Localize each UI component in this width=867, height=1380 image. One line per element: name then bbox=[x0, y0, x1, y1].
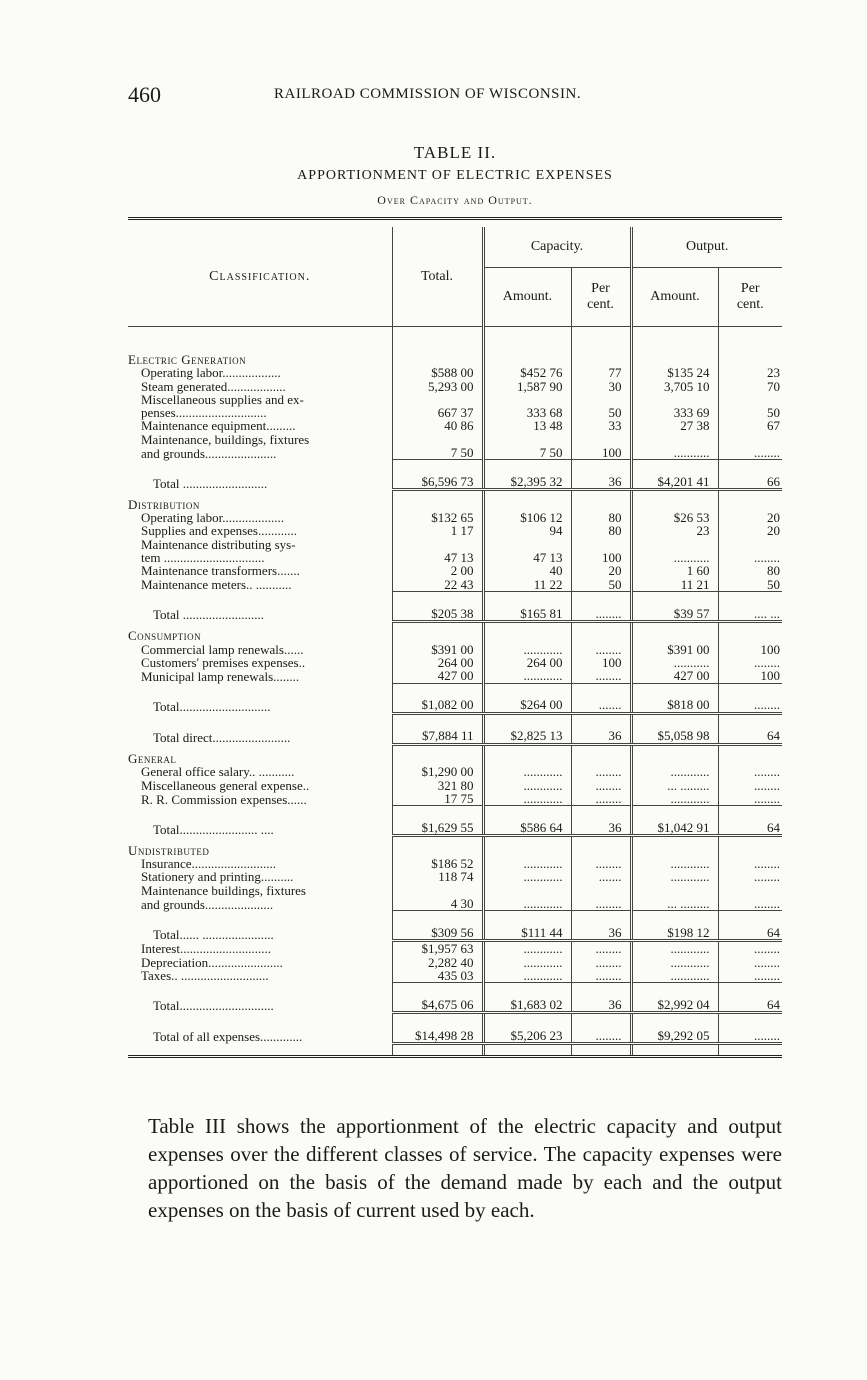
output-per-cent-cell: ........ bbox=[718, 765, 782, 778]
output-amount-cell bbox=[631, 345, 718, 366]
table-row bbox=[128, 656, 782, 669]
output-amount-cell: ........... bbox=[631, 446, 718, 460]
capacity-amount-cell: 94 bbox=[483, 524, 571, 537]
total-cell bbox=[392, 490, 483, 511]
section-heading-row bbox=[128, 621, 782, 642]
total-row bbox=[128, 591, 782, 621]
capacity-per-cent-cell: 77 bbox=[571, 366, 631, 379]
capacity-amount-cell: 13 48 bbox=[483, 419, 571, 432]
total-row bbox=[128, 806, 782, 836]
row-label: R. R. Commission expenses...... bbox=[141, 791, 307, 807]
capacity-per-cent-cell: ........ bbox=[571, 897, 631, 911]
output-per-cent-cell: ........ bbox=[718, 792, 782, 806]
output-amount-cell: ............ bbox=[631, 792, 718, 806]
table-row bbox=[128, 669, 782, 683]
section-label: Distribution bbox=[128, 496, 200, 512]
capacity-amount-cell: ............ bbox=[483, 969, 571, 983]
capacity-per-cent-cell: 20 bbox=[571, 564, 631, 577]
capacity-per-cent-cell: ........ bbox=[571, 669, 631, 683]
capacity-amount-cell bbox=[483, 538, 571, 551]
capacity-amount-cell bbox=[483, 433, 571, 446]
total-cell: 2,282 40 bbox=[392, 956, 483, 969]
output-amount-cell bbox=[631, 621, 718, 642]
output-per-cent-cell bbox=[718, 345, 782, 366]
capacity-per-cent-cell: 36 bbox=[571, 713, 631, 744]
output-per-cent-cell: 70 bbox=[718, 380, 782, 393]
table-row bbox=[128, 446, 782, 460]
output-amount-cell: 333 69 bbox=[631, 406, 718, 419]
table-row bbox=[128, 792, 782, 806]
capacity-amount-cell bbox=[483, 345, 571, 366]
row-label: penses............................ bbox=[141, 405, 267, 421]
capacity-amount-cell: $2,395 32 bbox=[483, 460, 571, 490]
output-per-cent-cell: ........ bbox=[718, 897, 782, 911]
output-per-cent-cell: ........ bbox=[718, 857, 782, 870]
table-row bbox=[128, 941, 782, 956]
page-number: 460 bbox=[128, 82, 161, 107]
output-per-cent-cell: 64 bbox=[718, 983, 782, 1013]
capacity-amount-cell: $452 76 bbox=[483, 366, 571, 379]
row-label: Insurance.......................... bbox=[141, 856, 277, 872]
row-label: Taxes.. ........................... bbox=[141, 968, 269, 984]
capacity-per-cent-cell: ........ bbox=[571, 765, 631, 778]
output-per-cent-cell: 64 bbox=[718, 806, 782, 836]
output-amount-cell: $4,201 41 bbox=[631, 460, 718, 490]
row-label: Maintenance, buildings, fixtures bbox=[141, 431, 310, 447]
output-amount-cell: ........... bbox=[631, 551, 718, 564]
capacity-per-cent-cell: 100 bbox=[571, 551, 631, 564]
output-amount-cell: ............ bbox=[631, 857, 718, 870]
output-amount-cell bbox=[631, 490, 718, 511]
output-per-cent-cell bbox=[718, 621, 782, 642]
total-cell: $588 00 bbox=[392, 366, 483, 379]
output-per-cent-cell bbox=[718, 884, 782, 897]
total-cell: $309 56 bbox=[392, 911, 483, 941]
output-per-cent-cell: ........ bbox=[718, 956, 782, 969]
section-heading-row bbox=[128, 345, 782, 366]
total-cell bbox=[392, 744, 483, 765]
table-row bbox=[128, 884, 782, 897]
output-per-cent-cell: .... ... bbox=[718, 591, 782, 621]
capacity-amount-cell: $586 64 bbox=[483, 806, 571, 836]
capacity-amount-cell: 47 13 bbox=[483, 551, 571, 564]
total-cell: 435 03 bbox=[392, 969, 483, 983]
output-amount-cell: ... ......... bbox=[631, 779, 718, 792]
total-row bbox=[128, 460, 782, 490]
output-per-cent-cell: 100 bbox=[718, 643, 782, 656]
row-label: Total direct........................ bbox=[153, 729, 291, 745]
capacity-amount-cell: $2,825 13 bbox=[483, 713, 571, 744]
total-cell: $4,675 06 bbox=[392, 983, 483, 1013]
total-cell: $1,290 00 bbox=[392, 765, 483, 778]
capacity-per-cent-cell bbox=[571, 538, 631, 551]
output-amount-cell: $5,058 98 bbox=[631, 713, 718, 744]
output-amount-cell: $198 12 bbox=[631, 911, 718, 941]
capacity-per-cent-cell bbox=[571, 621, 631, 642]
row-label: Miscellaneous supplies and ex- bbox=[141, 391, 304, 407]
section-label: General bbox=[128, 751, 177, 767]
total-cell: $1,629 55 bbox=[392, 806, 483, 836]
column-header-capacity: Capacity. bbox=[483, 227, 631, 268]
table-title: TABLE II. bbox=[413, 143, 497, 162]
output-per-cent-cell: 67 bbox=[718, 419, 782, 432]
output-amount-cell: 3,705 10 bbox=[631, 380, 718, 393]
capacity-per-cent-cell: 100 bbox=[571, 656, 631, 669]
output-amount-cell: 27 38 bbox=[631, 419, 718, 432]
total-cell bbox=[392, 538, 483, 551]
capacity-amount-cell bbox=[483, 621, 571, 642]
output-per-cent-cell: 64 bbox=[718, 911, 782, 941]
row-label: tem ............................... bbox=[141, 550, 265, 566]
total-cell: 1 17 bbox=[392, 524, 483, 537]
output-per-cent-cell: ........ bbox=[718, 969, 782, 983]
capacity-per-cent-cell: 80 bbox=[571, 524, 631, 537]
body-paragraph: Table III shows the apportionment of the electric capacity and output expenses over the different classes of service. The capacity expenses were apportioned on the basis of the demand made by each and the output expenses on the basis of current used by each. bbox=[148, 1114, 782, 1222]
output-amount-cell: ... ......... bbox=[631, 897, 718, 911]
output-amount-cell: $1,042 91 bbox=[631, 806, 718, 836]
total-cell: 667 37 bbox=[392, 406, 483, 419]
capacity-per-cent-cell: 30 bbox=[571, 380, 631, 393]
output-amount-cell bbox=[631, 836, 718, 857]
page-header bbox=[128, 80, 648, 110]
row-label: Steam generated.................. bbox=[141, 378, 286, 394]
row-label: Maintenance meters.. ........... bbox=[141, 577, 292, 593]
capacity-amount-cell: ............ bbox=[483, 956, 571, 969]
row-label: Total...... ...................... bbox=[153, 926, 274, 942]
capacity-amount-cell bbox=[483, 744, 571, 765]
total-row bbox=[128, 1013, 782, 1044]
total-row bbox=[128, 683, 782, 713]
table-row bbox=[128, 643, 782, 656]
column-header-output-amount: Amount. bbox=[631, 268, 718, 327]
capacity-per-cent-cell: 50 bbox=[571, 578, 631, 592]
output-amount-cell: ............ bbox=[631, 969, 718, 983]
capacity-per-cent-cell bbox=[571, 490, 631, 511]
output-per-cent-cell: 66 bbox=[718, 460, 782, 490]
total-row bbox=[128, 983, 782, 1013]
capacity-per-cent-cell bbox=[571, 433, 631, 446]
row-label: and grounds...................... bbox=[141, 445, 277, 461]
capacity-per-cent-cell: ....... bbox=[571, 683, 631, 713]
row-label: Depreciation....................... bbox=[141, 954, 283, 970]
output-amount-cell: $9,292 05 bbox=[631, 1013, 718, 1044]
capacity-per-cent-cell bbox=[571, 744, 631, 765]
capacity-amount-cell: ............ bbox=[483, 897, 571, 911]
total-cell: $186 52 bbox=[392, 857, 483, 870]
total-cell bbox=[392, 621, 483, 642]
table-row bbox=[128, 393, 782, 406]
output-per-cent-cell: 100 bbox=[718, 669, 782, 683]
total-cell: 22 43 bbox=[392, 578, 483, 592]
output-amount-cell bbox=[631, 884, 718, 897]
output-amount-cell bbox=[631, 744, 718, 765]
table-subtitle: APPORTIONMENT OF ELECTRIC EXPENSES bbox=[297, 168, 613, 183]
output-amount-cell: 1 60 bbox=[631, 564, 718, 577]
capacity-per-cent-cell: 36 bbox=[571, 460, 631, 490]
total-cell bbox=[392, 884, 483, 897]
row-label: Interest............................ bbox=[141, 941, 271, 957]
row-label: Municipal lamp renewals........ bbox=[141, 668, 300, 684]
column-header-total: Total. bbox=[392, 227, 483, 327]
section-label: Consumption bbox=[128, 628, 202, 644]
total-cell: 4 30 bbox=[392, 897, 483, 911]
table-row bbox=[128, 870, 782, 883]
capacity-amount-cell: 40 bbox=[483, 564, 571, 577]
row-label: Customers' premises expenses.. bbox=[141, 655, 306, 671]
table-row bbox=[128, 969, 782, 983]
output-amount-cell: $818 00 bbox=[631, 683, 718, 713]
total-cell: 47 13 bbox=[392, 551, 483, 564]
column-header-capacity-amount: Amount. bbox=[483, 268, 571, 327]
capacity-amount-cell: ............ bbox=[483, 870, 571, 883]
output-amount-cell: 23 bbox=[631, 524, 718, 537]
row-label: Operating labor................... bbox=[141, 510, 284, 526]
table-row bbox=[128, 406, 782, 419]
row-label: General office salary.. ........... bbox=[141, 764, 295, 780]
row-label: Stationery and printing.......... bbox=[141, 869, 294, 885]
capacity-per-cent-cell: ........ bbox=[571, 792, 631, 806]
capacity-per-cent-cell: 36 bbox=[571, 983, 631, 1013]
row-label: Commercial lamp renewals...... bbox=[141, 641, 304, 657]
output-per-cent-cell bbox=[718, 490, 782, 511]
row-label: Maintenance buildings, fixtures bbox=[141, 882, 306, 898]
output-per-cent-cell: 23 bbox=[718, 366, 782, 379]
table-row bbox=[128, 511, 782, 524]
total-cell: $6,596 73 bbox=[392, 460, 483, 490]
row-label: Operating labor.................. bbox=[141, 365, 281, 381]
total-cell: $7,884 11 bbox=[392, 713, 483, 744]
total-cell: 321 80 bbox=[392, 779, 483, 792]
capacity-per-cent-cell: ........ bbox=[571, 1013, 631, 1044]
output-amount-cell: $391 00 bbox=[631, 643, 718, 656]
table-row bbox=[128, 897, 782, 911]
table-row bbox=[128, 380, 782, 393]
capacity-per-cent-cell: ........ bbox=[571, 857, 631, 870]
output-amount-cell: $39 57 bbox=[631, 591, 718, 621]
total-cell: $391 00 bbox=[392, 643, 483, 656]
section-label: Electric Generation bbox=[128, 352, 247, 367]
output-per-cent-cell: 20 bbox=[718, 511, 782, 524]
output-per-cent-cell bbox=[718, 836, 782, 857]
output-amount-cell: $26 53 bbox=[631, 511, 718, 524]
capacity-per-cent-cell: ........ bbox=[571, 956, 631, 969]
capacity-amount-cell: ............ bbox=[483, 669, 571, 683]
total-cell bbox=[392, 393, 483, 406]
capacity-amount-cell: ............ bbox=[483, 643, 571, 656]
output-per-cent-cell: ........ bbox=[718, 1013, 782, 1044]
capacity-per-cent-cell: 50 bbox=[571, 406, 631, 419]
table-row bbox=[128, 419, 782, 432]
total-cell: $14,498 28 bbox=[392, 1013, 483, 1044]
output-amount-cell bbox=[631, 393, 718, 406]
row-label: Maintenance distributing sys- bbox=[141, 536, 296, 552]
row-label: Total............................ bbox=[153, 698, 271, 714]
output-amount-cell bbox=[631, 433, 718, 446]
output-amount-cell: $2,992 04 bbox=[631, 983, 718, 1013]
section-heading-row bbox=[128, 744, 782, 765]
total-cell: 17 75 bbox=[392, 792, 483, 806]
row-label: Miscellaneous general expense.. bbox=[141, 777, 310, 793]
capacity-per-cent-cell: ........ bbox=[571, 643, 631, 656]
total-cell: 2 00 bbox=[392, 564, 483, 577]
capacity-amount-cell: 7 50 bbox=[483, 446, 571, 460]
output-amount-cell: ............ bbox=[631, 941, 718, 956]
output-per-cent-cell: ........ bbox=[718, 656, 782, 669]
capacity-amount-cell: ............ bbox=[483, 792, 571, 806]
row-label: Supplies and expenses............ bbox=[141, 523, 297, 539]
table-row bbox=[128, 564, 782, 577]
table-row bbox=[128, 857, 782, 870]
table-row bbox=[128, 433, 782, 446]
total-cell bbox=[392, 836, 483, 857]
capacity-per-cent-cell: 80 bbox=[571, 511, 631, 524]
row-label: Total of all expenses............. bbox=[153, 1029, 303, 1045]
capacity-amount-cell: $106 12 bbox=[483, 511, 571, 524]
row-label: Maintenance equipment......... bbox=[141, 418, 296, 434]
output-per-cent-cell: 80 bbox=[718, 564, 782, 577]
capacity-amount-cell: $5,206 23 bbox=[483, 1013, 571, 1044]
capacity-amount-cell: 264 00 bbox=[483, 656, 571, 669]
total-cell bbox=[392, 345, 483, 366]
output-per-cent-cell: ........ bbox=[718, 446, 782, 460]
total-cell: 264 00 bbox=[392, 656, 483, 669]
section-label: Undistributed bbox=[128, 842, 210, 858]
capacity-per-cent-cell: ........ bbox=[571, 969, 631, 983]
row-label: Total ......................... bbox=[153, 607, 265, 623]
output-per-cent-cell: 20 bbox=[718, 524, 782, 537]
table-row bbox=[128, 956, 782, 969]
table-row bbox=[128, 538, 782, 551]
output-per-cent-cell bbox=[718, 433, 782, 446]
column-header-capacity-per-cent: Per cent. bbox=[571, 268, 631, 327]
output-per-cent-cell bbox=[718, 393, 782, 406]
output-per-cent-cell bbox=[718, 744, 782, 765]
row-label: Total........................ .... bbox=[153, 821, 274, 837]
capacity-per-cent-cell bbox=[571, 884, 631, 897]
capacity-amount-cell: ............ bbox=[483, 779, 571, 792]
expense-table bbox=[128, 217, 782, 1058]
capacity-amount-cell: ............ bbox=[483, 765, 571, 778]
output-amount-cell: $135 24 bbox=[631, 366, 718, 379]
row-label: Maintenance transformers....... bbox=[141, 563, 300, 579]
capacity-per-cent-cell bbox=[571, 836, 631, 857]
output-per-cent-cell: ........ bbox=[718, 941, 782, 956]
row-label: Total .......................... bbox=[153, 475, 268, 491]
column-header-output-per-cent: Per cent. bbox=[718, 268, 782, 327]
table-row bbox=[128, 366, 782, 379]
capacity-amount-cell: ............ bbox=[483, 857, 571, 870]
total-cell: $1,082 00 bbox=[392, 683, 483, 713]
capacity-per-cent-cell: 36 bbox=[571, 806, 631, 836]
total-cell: 427 00 bbox=[392, 669, 483, 683]
capacity-amount-cell bbox=[483, 393, 571, 406]
table-row bbox=[128, 765, 782, 778]
capacity-amount-cell: 1,587 90 bbox=[483, 380, 571, 393]
capacity-amount-cell: $264 00 bbox=[483, 683, 571, 713]
total-cell: 5,293 00 bbox=[392, 380, 483, 393]
total-row bbox=[128, 911, 782, 941]
capacity-per-cent-cell bbox=[571, 345, 631, 366]
total-cell: 7 50 bbox=[392, 446, 483, 460]
section-heading-row bbox=[128, 836, 782, 857]
output-per-cent-cell: 64 bbox=[718, 713, 782, 744]
column-header-output: Output. bbox=[631, 227, 782, 268]
total-cell: $1,957 63 bbox=[392, 941, 483, 956]
capacity-per-cent-cell bbox=[571, 393, 631, 406]
output-amount-cell: 427 00 bbox=[631, 669, 718, 683]
total-cell: 118 74 bbox=[392, 870, 483, 883]
output-amount-cell: ............ bbox=[631, 870, 718, 883]
capacity-per-cent-cell: 100 bbox=[571, 446, 631, 460]
capacity-amount-cell: $165 81 bbox=[483, 591, 571, 621]
total-cell: $132 65 bbox=[392, 511, 483, 524]
output-per-cent-cell bbox=[718, 538, 782, 551]
running-head: RAILROAD COMMISSION OF WISCONSIN. bbox=[274, 86, 582, 102]
capacity-amount-cell bbox=[483, 490, 571, 511]
output-per-cent-cell: ........ bbox=[718, 551, 782, 564]
output-per-cent-cell: 50 bbox=[718, 406, 782, 419]
output-amount-cell: ............ bbox=[631, 765, 718, 778]
row-label: Total............................. bbox=[153, 998, 274, 1014]
capacity-amount-cell: 333 68 bbox=[483, 406, 571, 419]
total-cell bbox=[392, 433, 483, 446]
table-row bbox=[128, 551, 782, 564]
capacity-amount-cell: 11 22 bbox=[483, 578, 571, 592]
output-per-cent-cell: 50 bbox=[718, 578, 782, 592]
output-per-cent-cell: ........ bbox=[718, 779, 782, 792]
capacity-amount-cell: $111 44 bbox=[483, 911, 571, 941]
total-cell: $205 38 bbox=[392, 591, 483, 621]
section-heading-row bbox=[128, 490, 782, 511]
table-row bbox=[128, 779, 782, 792]
capacity-amount-cell bbox=[483, 884, 571, 897]
capacity-per-cent-cell: ........ bbox=[571, 591, 631, 621]
capacity-per-cent-cell: ....... bbox=[571, 870, 631, 883]
table-subtitle-secondary: Over Capacity and Output. bbox=[377, 193, 533, 207]
output-per-cent-cell: ........ bbox=[718, 683, 782, 713]
capacity-per-cent-cell: ........ bbox=[571, 941, 631, 956]
output-per-cent-cell: ........ bbox=[718, 870, 782, 883]
output-amount-cell bbox=[631, 538, 718, 551]
table-row bbox=[128, 524, 782, 537]
capacity-per-cent-cell: 33 bbox=[571, 419, 631, 432]
capacity-amount-cell bbox=[483, 836, 571, 857]
row-label: and grounds..................... bbox=[141, 896, 274, 912]
output-amount-cell: ............ bbox=[631, 956, 718, 969]
total-row bbox=[128, 713, 782, 744]
capacity-per-cent-cell: 36 bbox=[571, 911, 631, 941]
output-amount-cell: ........... bbox=[631, 656, 718, 669]
table-row bbox=[128, 578, 782, 592]
capacity-amount-cell: ............ bbox=[483, 941, 571, 956]
output-amount-cell: 11 21 bbox=[631, 578, 718, 592]
column-header-classification: Classification. bbox=[128, 227, 392, 327]
total-cell: 40 86 bbox=[392, 419, 483, 432]
capacity-per-cent-cell: ........ bbox=[571, 779, 631, 792]
capacity-amount-cell: $1,683 02 bbox=[483, 983, 571, 1013]
